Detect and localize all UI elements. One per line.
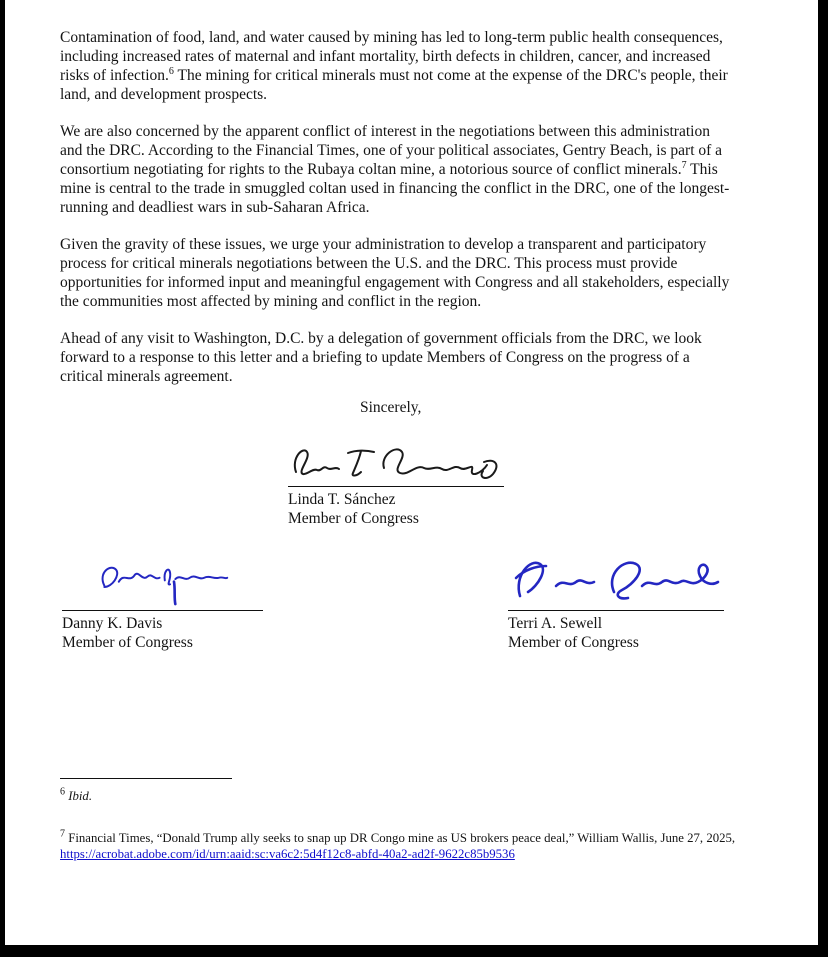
paragraph-3: [60, 235, 732, 311]
signer-title: Member of Congress: [62, 634, 193, 651]
footnote-6-text: Ibid.: [68, 789, 93, 803]
scan-edge-left: [0, 0, 5, 957]
paragraph-2-text-after: This mine is central to the trade in smuggled coltan used in financing the conflict in the DRC, one of the longest-running and deadliest wars in sub-Saharan Africa.: [60, 161, 730, 216]
signature-rule: [288, 486, 504, 487]
paragraph-4-text: Ahead of any visit to Washington, D.C. by a delegation of government officials from the DRC, we look forward to a response to this letter and a briefing to update Members of Congress on the progress of a critical minerals agreement.: [60, 330, 702, 385]
scan-edge-bottom: [0, 945, 828, 957]
signature-rule: [508, 610, 724, 611]
paragraph-4: [60, 329, 732, 386]
paragraph-2-text: We are also concerned by the apparent conflict of interest in the negotiations between this administration and the DRC. According to the Financial Times, one of your political associates, Gentry Beach, is part of a consortium negotiating for rights to the Rubaya coltan mine, a notorious source of conflict minerals.: [60, 123, 723, 178]
footnote-7-marker: 7: [60, 828, 65, 840]
footnote-7-text: Financial Times, “Donald Trump ally seeks to snap up DR Congo mine as US brokers peace deal,” William Wallis, June 27, 2025,: [68, 831, 736, 845]
signature-block-danny-davis: [62, 562, 263, 652]
paragraph-1: [60, 28, 732, 104]
footnote-7: [60, 830, 740, 862]
signer-title: Member of Congress: [288, 510, 419, 527]
signer-name: Danny K. Davis: [62, 615, 163, 632]
footnote-separator: [60, 778, 232, 779]
signature-block-terri-sewell: [508, 552, 724, 652]
paragraph-1-text: Contamination of food, land, and water caused by mining has led to long-term public health consequences, including increased rates of maternal and infant mortality, birth defects in children, cancer, and increased risks of infection.: [60, 29, 723, 84]
terri-sewell-signature-icon: [508, 552, 724, 608]
footnote-ref-7: 7: [681, 159, 687, 171]
paragraph-2: [60, 122, 732, 217]
signer-name: Linda T. Sánchez: [288, 491, 396, 508]
paragraph-3-text: Given the gravity of these issues, we urge your administration to develop a transparent and participatory process for critical minerals negotiations between the U.S. and the DRC. This process must provide opportunities for informed input and meaningful engagement with Congress and all stakeholders, especially the communities most affected by mining and conflict in the region.: [60, 236, 730, 310]
scan-edge-right: [818, 0, 828, 957]
footnote-6-marker: 6: [60, 786, 65, 798]
linda-sanchez-signature-icon: [288, 438, 504, 484]
danny-davis-signature-icon: [62, 562, 263, 608]
footnote-6: [60, 788, 740, 804]
paragraph-1-text-after: The mining for critical minerals must not come at the expense of the DRC's people, their land, and development prospects.: [60, 67, 728, 103]
letter-page: [5, 0, 818, 945]
footnotes-section: [60, 778, 740, 862]
signer-name: Terri A. Sewell: [508, 615, 603, 632]
signature-block-linda-sanchez: [288, 438, 504, 528]
signature-rule: [62, 610, 263, 611]
footnote-7-link[interactable]: https://acrobat.adobe.com/id/urn:aaid:sc:va6c2:5d4f12c8-abfd-40a2-ad2f-9622c85b9536: [60, 847, 515, 861]
letter-body: [60, 28, 732, 404]
closing-salutation: Sincerely,: [360, 399, 422, 416]
signer-title: Member of Congress: [508, 634, 639, 651]
footnote-ref-6: 6: [168, 65, 174, 77]
